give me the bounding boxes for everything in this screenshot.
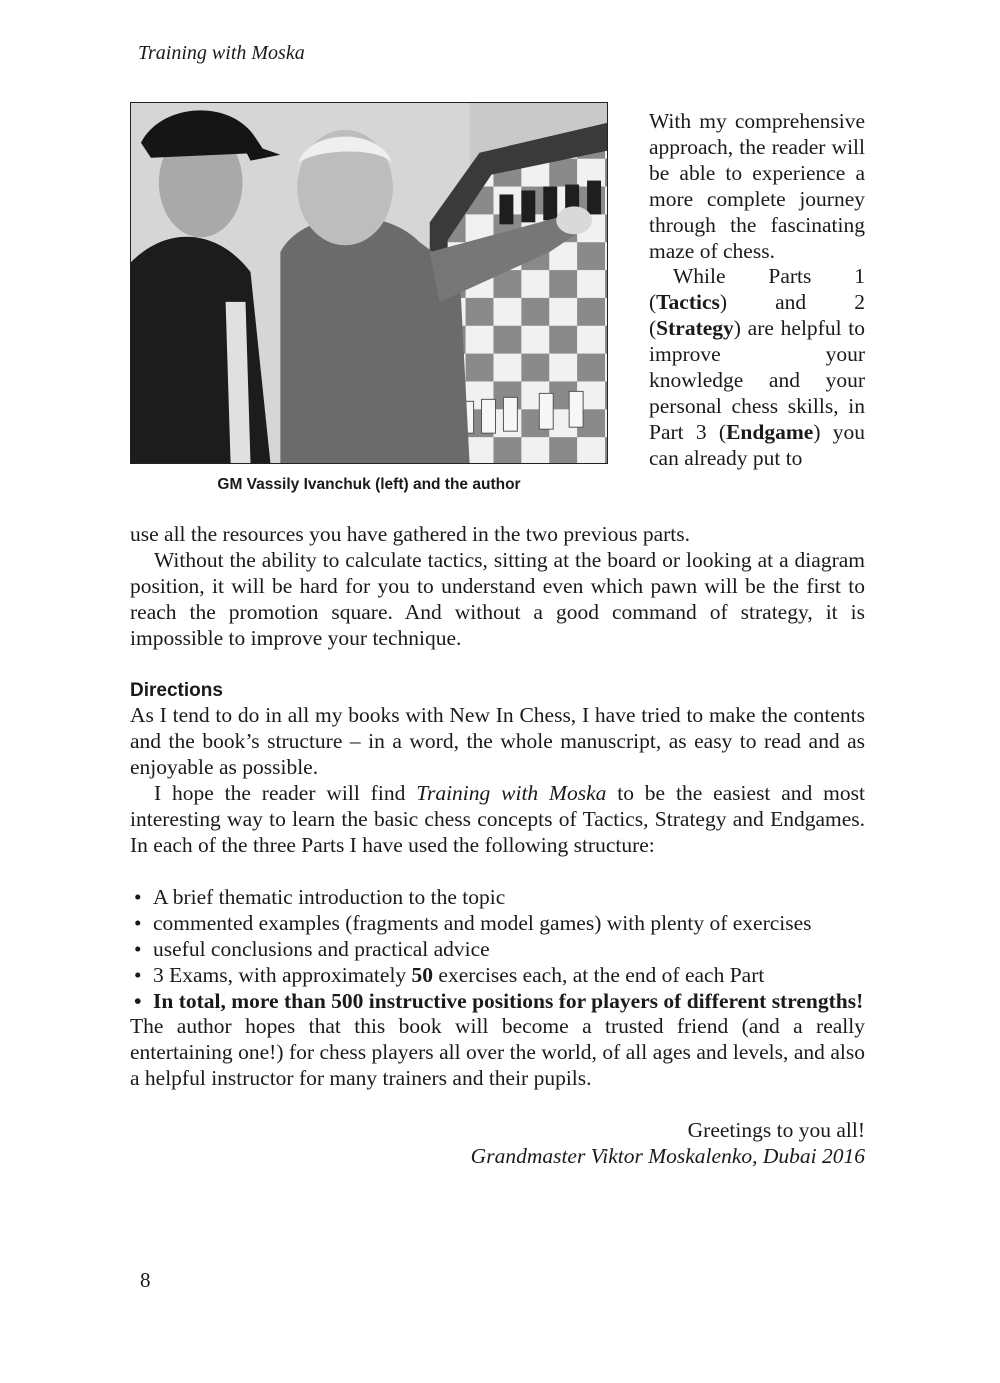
photo-caption: GM Vassily Ivanchuk (left) and the author: [217, 476, 521, 493]
intro-p2-part-b: ) and 2 (: [649, 290, 865, 341]
bullet-marker: •: [134, 910, 142, 935]
list-item-text-b: exercises each, at the end of each Part: [433, 962, 765, 987]
list-item: [130, 963, 865, 989]
tactics-term: Tactics: [656, 290, 720, 315]
directions-paragraph-2: [130, 781, 865, 859]
endgame-term: Endgame: [726, 419, 814, 444]
list-item: [130, 885, 865, 911]
book-title: Training with Moska: [416, 781, 607, 806]
directions-heading: Directions: [130, 679, 223, 701]
intro-p2-part-c: ) are helpful to improve your knowledge and your personal chess skills, in Part 3 (: [649, 316, 865, 444]
intro-p2-part-a: While Parts 1 (: [649, 264, 865, 315]
list-item: [130, 989, 865, 1015]
main-text-column: [130, 522, 865, 1170]
list-item: [130, 937, 865, 963]
list-item-text: commented examples (fragments and model games) with plenty of exercises: [153, 910, 812, 935]
directions-paragraph-1: As I tend to do in all my books with New In Chess, I have tried to make the contents and the book’s structure – in a word, the whole manuscript, as easy to read and as enjoyable as possible.: [130, 703, 865, 780]
strategy-term: Strategy: [656, 316, 734, 341]
list-item-text: useful conclusions and practical advice: [153, 936, 490, 961]
bullet-marker: •: [134, 988, 142, 1013]
page-number: 8: [140, 1268, 151, 1292]
directions-p2-part-a: I hope the reader will find: [154, 781, 417, 806]
greeting: Greetings to you all!: [687, 1118, 865, 1143]
list-item-text-a: 3 Exams, with approximately: [153, 962, 412, 987]
author-signature: Grandmaster Viktor Moskalenko, Dubai 2016: [470, 1144, 865, 1169]
bullet-marker: •: [134, 962, 142, 987]
intro-paragraph-2: [649, 264, 865, 471]
closing-paragraph: The author hopes that this book will become a trusted friend (and a really entertaining one!) for chess players all over the world, of all ages and levels, and also a helpful instructor for many trainers and their pupils.: [130, 1014, 865, 1091]
intro-p2-part-d: ) you can already put to: [649, 419, 865, 470]
intro-paragraph-1: With my comprehensive approach, the reader will be able to experience a more complete journey through the fascinating maze of chess.: [649, 109, 865, 263]
intro-paragraph-2-continued: use all the resources you have gathered in the two previous parts.: [130, 522, 691, 546]
list-item: [130, 911, 865, 937]
intro-paragraph-3: Without the ability to calculate tactics, sitting at the board or looking at a diagram position, it will be hard for you to understand even which pawn will be the first to reach the promotion square. And without a good command of strategy, it is impossible to improve your technique.: [130, 547, 865, 650]
bullet-marker: •: [134, 884, 142, 909]
structure-list: [130, 885, 865, 1015]
list-item-text: In total, more than 500 instructive positions for players of different strengths!: [153, 988, 864, 1013]
intro-side-column: [649, 109, 865, 472]
running-title: Training with Moska: [138, 42, 305, 64]
directions-p2-part-b: to be the easiest and most interesting way to learn the basic chess concepts of Tactics, Strategy and Endgames. In each of the three Parts I have used the following structure:: [130, 781, 865, 857]
signature-block: [130, 1118, 865, 1170]
exercise-count: 50: [411, 962, 434, 987]
chess-demonstration-photo: [131, 103, 607, 463]
bullet-marker: •: [134, 936, 142, 961]
list-item-text: A brief thematic introduction to the topic: [153, 884, 506, 909]
photo-author-with-ivanchuk: [130, 102, 608, 464]
